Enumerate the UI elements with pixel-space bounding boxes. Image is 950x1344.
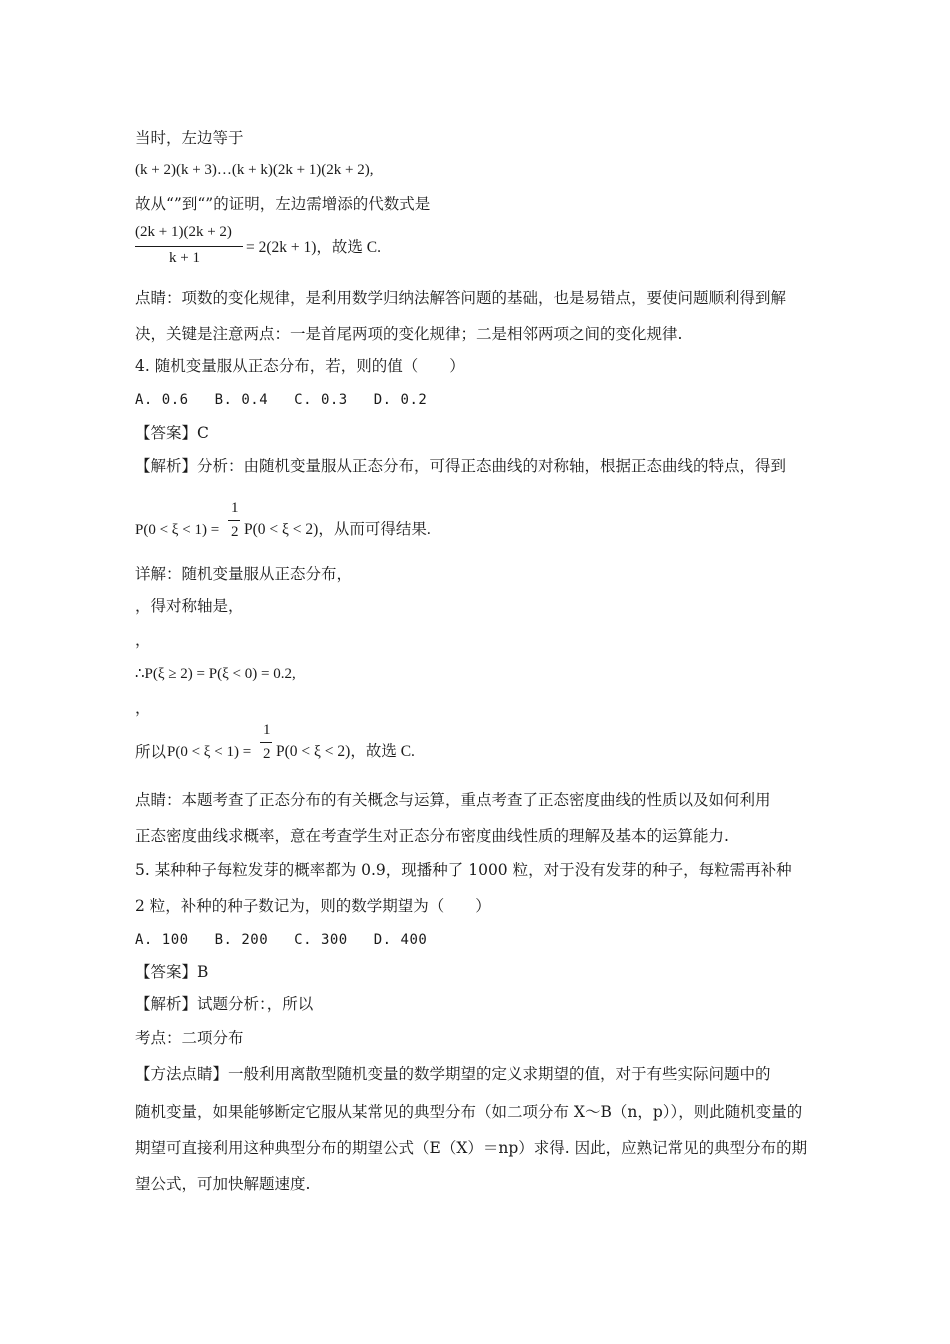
proof-fraction-numerator: (2k + 1)(2k + 2) <box>135 224 232 240</box>
q4-options <box>135 390 453 410</box>
q5-method-line-1: 【方法点睛】一般利用离散型随机变量的数学期望的定义求期望的值，对于有些实际问题中的 <box>135 1065 771 1083</box>
q4-analysis: 【解析】分析：由随机变量服从正态分布，可得正态曲线的对称轴，根据正态曲线的特点，得到 <box>135 457 787 475</box>
q4-comment-line-1: 点睛：本题考查了正态分布的有关概念与运算，重点考查了正态密度曲线的性质以及如何利用 <box>135 791 771 809</box>
q4-eq1-left: P(0 < ξ < 1) = <box>135 522 220 538</box>
q5-option-c: C. 300 <box>294 932 348 948</box>
proof-fraction-denominator: k + 1 <box>169 250 200 266</box>
q4-stem: 4. 随机变量服从正态分布，若，则的值（ ） <box>135 357 465 375</box>
q4-option-d: D. 0.2 <box>373 392 428 408</box>
q4-option-c: C. 0.3 <box>294 392 348 408</box>
q5-stem-line-2: 2 粒，补种的种子数记为，则的数学期望为（ ） <box>135 897 491 915</box>
proof-line-1: 当时，左边等于 <box>135 129 244 147</box>
q5-method-line-4: 望公式，可加快解题速度. <box>135 1175 311 1193</box>
proof-comment-line-1: 点睛：项数的变化规律，是利用数学归纳法解答问题的基础，也是易错点，要使问题顺利得到解 <box>135 289 787 307</box>
q4-detail-4: ∴P(ξ ≥ 2) = P(ξ < 0) = 0.2, <box>135 666 296 682</box>
proof-fraction-rhs: = 2(2k + 1)，故选 C. <box>246 239 382 256</box>
proof-comment-line-2: 决，关键是注意两点：一是首尾两项的变化规律；二是相邻两项之间的变化规律. <box>135 325 683 343</box>
fraction-bar <box>135 246 243 247</box>
q4-eq2-numerator: 1 <box>263 722 271 738</box>
q4-eq1-numerator: 1 <box>231 500 239 516</box>
q4-answer: 【答案】C <box>135 424 209 442</box>
q5-option-d: D. 400 <box>373 932 428 948</box>
q4-eq2-right: P(0 < ξ < 2)，故选 C. <box>276 743 415 760</box>
q4-option-b: B. 0.4 <box>214 392 269 408</box>
q4-eq1-fraction <box>228 500 242 548</box>
proof-fraction <box>135 224 255 270</box>
q5-option-b: B. 200 <box>214 932 269 948</box>
q4-detail-1: 详解：随机变量服从正态分布， <box>135 565 353 583</box>
q4-comment-line-2: 正态密度曲线求概率，意在考查学生对正态分布密度曲线性质的理解及基本的运算能力. <box>135 827 729 845</box>
q4-eq1-right: P(0 < ξ < 2)，从而可得结果. <box>244 521 431 538</box>
fraction-bar <box>228 520 240 521</box>
q4-eq2-fraction <box>260 722 274 770</box>
fraction-bar <box>260 742 272 743</box>
q4-eq1-denominator: 2 <box>231 524 239 540</box>
q4-eq2-left: P(0 < ξ < 1) = <box>167 744 252 760</box>
q4-option-a: A. 0.6 <box>135 392 189 408</box>
q4-detail-3: ， <box>135 631 151 649</box>
q5-options <box>135 930 453 950</box>
q4-eq2-denominator: 2 <box>263 746 271 762</box>
proof-line-3: 故从“”到“”的证明，左边需增添的代数式是 <box>135 195 431 213</box>
q5-method-line-2: 随机变量，如果能够断定它服从某常见的典型分布（如二项分布 X～B（n，p）），则此随机变量的 <box>135 1103 803 1121</box>
q5-method-line-3: 期望可直接利用这种典型分布的期望公式（E（X）＝np）求得. 因此，应熟记常见的典型分布的期 <box>135 1139 808 1157</box>
proof-expression: (k + 2)(k + 3)…(k + k)(2k + 1)(2k + 2), <box>135 162 374 178</box>
q4-detail-2: ，得对称轴是， <box>135 597 244 615</box>
q5-option-a: A. 100 <box>135 932 189 948</box>
q5-kaodian: 考点：二项分布 <box>135 1029 244 1047</box>
q5-analysis: 【解析】试题分析：，所以 <box>135 995 314 1013</box>
q4-detail-5: ， <box>135 699 151 717</box>
q5-stem-line-1: 5. 某种种子每粒发芽的概率都为 0.9，现播种了 1000 粒，对于没有发芽的种子，每粒需再补种 <box>135 861 792 879</box>
q5-answer: 【答案】B <box>135 963 209 981</box>
q4-eq2-prefix: 所以 <box>135 743 167 761</box>
